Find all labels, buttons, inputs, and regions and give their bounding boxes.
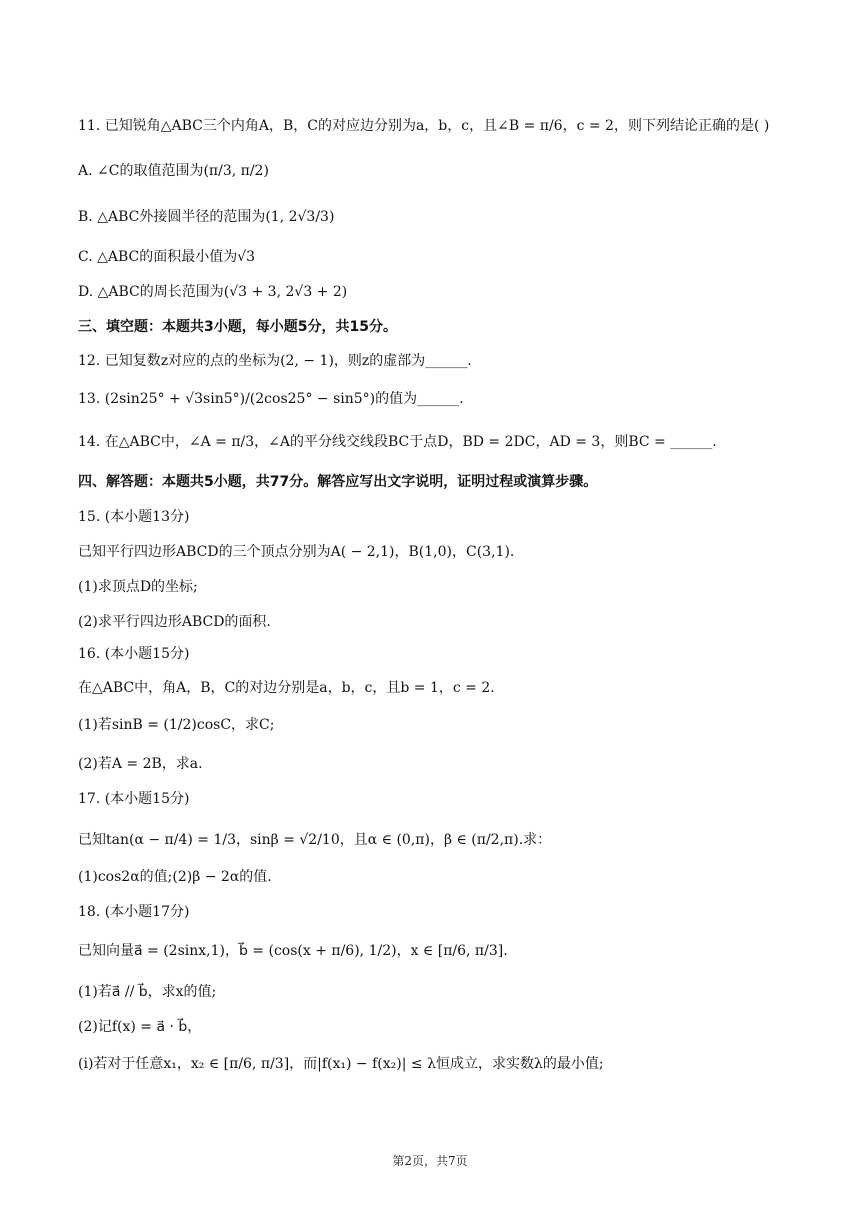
option-c: C. △ABC的面积最小值为√3: [78, 249, 256, 265]
question-16-part-1: (1)若sinB = (1/2)cosC，求C;: [78, 717, 275, 733]
page-footer: 第2页，共7页: [392, 1154, 468, 1168]
question-18-stem: 已知向量a⃗ = (2sinx,1)，b⃗ = (cos(x + π/6), 1/2)，x ∈ [π/6, π/3].: [78, 943, 508, 959]
question-12: 12. 已知复数z对应的点的坐标为(2, − 1)，则z的虚部为______.: [78, 353, 472, 369]
question-14: 14. 在△ABC中，∠A = π/3，∠A的平分线交线段BC于点D，BD = 2DC，AD = 3，则BC = ______.: [78, 434, 717, 450]
option-d: D. △ABC的周长范围为(√3 + 3, 2√3 + 2): [78, 284, 348, 300]
question-15-part-1: (1)求顶点D的坐标;: [78, 579, 198, 595]
question-15-stem: 已知平行四边形ABCD的三个顶点分别为A( − 2,1)，B(1,0)，C(3,1).: [78, 544, 515, 560]
section-answer-heading: 四、解答题：本题共5小题，共77分。解答应写出文字说明，证明过程或演算步骤。: [78, 474, 598, 490]
question-15-part-2: (2)求平行四边形ABCD的面积.: [78, 614, 271, 630]
question-17-stem: 已知tan(α − π/4) = 1/3，sinβ = √2/10，且α ∈ (0,π)，β ∈ (π/2,π).求：: [78, 832, 552, 848]
question-18-part-2-i: (ⅰ)若对于任意x₁，x₂ ∈ [π/6, π/3]，而|f(x₁) − f(x₂)| ≤ λ恒成立，求实数λ的最小值;: [78, 1056, 604, 1072]
question-13: 13. (2sin25° + √3sin5°)/(2cos25° − sin5°)的值为______.: [78, 391, 464, 407]
section-fill-in-heading: 三、填空题：本题共3小题，每小题5分，共15分。: [78, 319, 397, 335]
question-16-stem: 在△ABC中，角A，B，C的对边分别是a，b，c，且b = 1，c = 2.: [78, 680, 495, 696]
question-18-part-2: (2)记f(x) = a⃗ · b⃗，: [78, 1019, 202, 1035]
question-17-header: 17. (本小题15分): [78, 791, 190, 807]
question-16-part-2: (2)若A = 2B，求a.: [78, 756, 203, 772]
option-b: B. △ABC外接圆半径的范围为(1, 2√3/3): [78, 209, 335, 225]
question-18-header: 18. (本小题17分): [78, 904, 190, 920]
option-a: A. ∠C的取值范围为(π/3, π/2): [78, 163, 269, 179]
question-16-header: 16. (本小题15分): [78, 646, 190, 662]
question-15-header: 15. (本小题13分): [78, 509, 190, 525]
question-18-part-1: (1)若a⃗ // b⃗，求x的值;: [78, 984, 217, 1000]
question-17-parts: (1)cos2α的值;(2)β − 2α的值.: [78, 869, 272, 885]
question-11: 11. 已知锐角△ABC三个内角A，B，C的对应边分别为a，b，c，且∠B = π/6，c = 2，则下列结论正确的是( ): [78, 118, 770, 134]
